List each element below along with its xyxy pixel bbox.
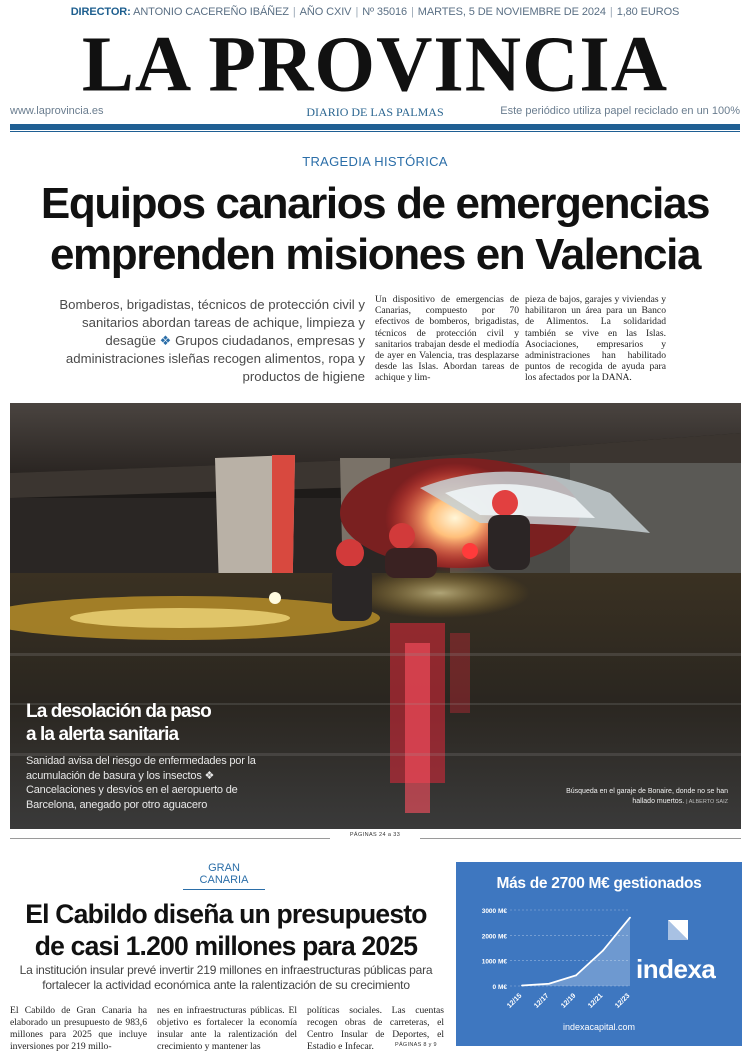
main-story-kicker: TRAGEDIA HISTÓRICA bbox=[302, 154, 448, 169]
headline2-line-2: de casi 1.200 millones para 2025 bbox=[34, 931, 418, 961]
ad-chart-point bbox=[548, 983, 550, 985]
main-story-column-a: Un dispositivo de emergencias de Canarias, compuesto por 70 efectivos de bomberos, brigadistas, técnicos de protección civil y sanitarios trabajan desde el mediodía de ayer en Valencia, tras desplazarse desde las Islas. Abordan tareas de achique y lim- bbox=[375, 294, 519, 384]
lead-part-1: Bomberos, brigadistas, técnicos de protección civil y sanitarios abordan tareas de achique, limpieza y desagüe bbox=[59, 297, 365, 348]
headline-line-2: emprenden misiones en Valencia bbox=[49, 230, 701, 279]
masthead-rule-thin bbox=[10, 131, 740, 132]
ad-brand: indexa bbox=[636, 954, 716, 984]
bullet-diamond-icon: ❖ bbox=[159, 333, 172, 348]
ad-chart-x-tick-label: 12/19 bbox=[560, 992, 578, 1010]
main-story-pages-ref: PÁGINAS 24 a 33 bbox=[349, 832, 401, 838]
issue-date: MARTES, 5 DE NOVIEMBRE DE 2024 bbox=[417, 6, 606, 18]
ad-chart-x-tick-label: 12/17 bbox=[533, 992, 551, 1010]
photo-text-part-2: Cancelaciones y desvíos en el aeropuerto de Barcelona, anegado por otro aguacero bbox=[26, 784, 238, 811]
recycled-paper-note: Este periódico utiliza papel reciclado en un 100% bbox=[500, 105, 740, 117]
ad-chart-x-tick-label: 12/15 bbox=[506, 992, 524, 1010]
indexa-logo-icon bbox=[666, 918, 690, 942]
photo-text-part-1: Sanidad avisa del riesgo de enfermedades por la acumulación de basura y los insectos bbox=[26, 755, 256, 782]
ad-chart-x-tick-label: 12/21 bbox=[587, 992, 605, 1010]
headline-line-1: Equipos canarios de emergencias bbox=[40, 179, 710, 228]
bullet-diamond-icon: ❖ bbox=[204, 769, 215, 782]
newspaper-subtitle: DIARIO DE LAS PALMAS bbox=[306, 105, 444, 119]
director-name: ANTONIO CACEREÑO IBÁÑEZ bbox=[133, 6, 289, 18]
photo-caption bbox=[560, 787, 728, 807]
director-label: DIRECTOR: bbox=[70, 6, 131, 18]
second-story-column-b: nes en infraestructuras públicas. El objetivo es fortalecer la economía insular ante la ralentización del crecimiento y mantener las bbox=[157, 1005, 297, 1052]
ad-area-chart bbox=[470, 902, 640, 1017]
ad-chart-y-tick-label: 0 M€ bbox=[492, 984, 507, 991]
issue-price: 1,80 EUROS bbox=[616, 6, 680, 18]
second-story-column-a: El Cabildo de Gran Canaria ha elaborado un presupuesto de 983,6 millones para 2025 que incluye inversiones por 219 millo- bbox=[10, 1005, 147, 1052]
ad-chart-point bbox=[602, 950, 604, 952]
main-story-column-b: pieza de bajos, garajes y viviendas y habilitaron un área para un Banco de Alimentos. La solidaridad también se vive en las Islas. Asociaciones, empresarios y administraciones han habilitado puntos de recogida de ayuda para los afectados por la DANA. bbox=[525, 294, 666, 384]
photo-title-line-1: La desolación da paso bbox=[26, 701, 211, 722]
main-story-lead bbox=[40, 296, 365, 386]
edition-year: AÑO CXIV bbox=[299, 6, 352, 18]
lead-part-2: Grupos ciudadanos, empresas y administraciones isleñas recogen alimentos, ropa y productos de higiene bbox=[65, 333, 365, 384]
second-story-lead: La institución insular prevé invertir 219 millones en infraestructuras públicas para fortalecer la actividad económica ante la ralentización de su crecimiento bbox=[19, 963, 433, 992]
headline2-line-1: El Cabildo diseña un presupuesto bbox=[25, 899, 427, 929]
ad-chart-point bbox=[521, 985, 523, 987]
ad-chart-y-tick-label: 3000 M€ bbox=[481, 908, 507, 915]
second-story-headline[interactable] bbox=[8, 898, 444, 962]
photo-overlay-title[interactable] bbox=[26, 700, 286, 746]
divider-right bbox=[420, 838, 741, 839]
website-link[interactable]: www.laprovincia.es bbox=[10, 105, 104, 117]
masthead-subbar bbox=[10, 104, 740, 120]
caption-text: Búsqueda en el garaje de Bonaire, donde no se han hallado muertos. bbox=[566, 788, 728, 805]
second-story-kicker: GRAN CANARIA bbox=[183, 862, 265, 890]
ad-chart-y-tick-label: 2000 M€ bbox=[481, 933, 507, 941]
ad-title: Más de 2700 M€ gestionados bbox=[496, 875, 702, 892]
ad-chart-point bbox=[575, 974, 577, 976]
ad-url[interactable]: indexacapital.com bbox=[562, 1022, 636, 1032]
masthead-topbar: DIRECTOR: ANTONIO CACEREÑO IBÁÑEZ | AÑO CXIV | Nº 35016 | MARTES, 5 DE NOVIEMBRE DE 2024 | 1,80 EUROS bbox=[70, 6, 680, 18]
newspaper-title: LA PROVINCIA bbox=[81, 19, 669, 108]
photo-overlay-text bbox=[26, 754, 266, 812]
ad-chart-point bbox=[629, 917, 631, 919]
second-story-pages-ref: PÁGINAS 8 y 9 bbox=[395, 1042, 437, 1048]
masthead-rule-thick bbox=[10, 124, 740, 130]
photo-title-line-2: a la alerta sanitaria bbox=[26, 724, 179, 745]
ad-chart-y-tick-label: 1000 M€ bbox=[481, 958, 507, 966]
second-story-column-c: políticas sociales. Las cuentas recogen obras de carreteras, el Centro Insular de Deportes, el Estadio e Infecar. bbox=[307, 1005, 444, 1052]
divider-left bbox=[10, 838, 330, 839]
indexa-advertisement[interactable] bbox=[456, 862, 742, 1046]
main-story-headline[interactable] bbox=[10, 178, 740, 280]
issue-number: Nº 35016 bbox=[362, 6, 408, 18]
photo-credit: | ALBERTO SAIZ bbox=[686, 799, 728, 805]
ad-chart-x-tick-label: 12/23 bbox=[614, 992, 632, 1010]
